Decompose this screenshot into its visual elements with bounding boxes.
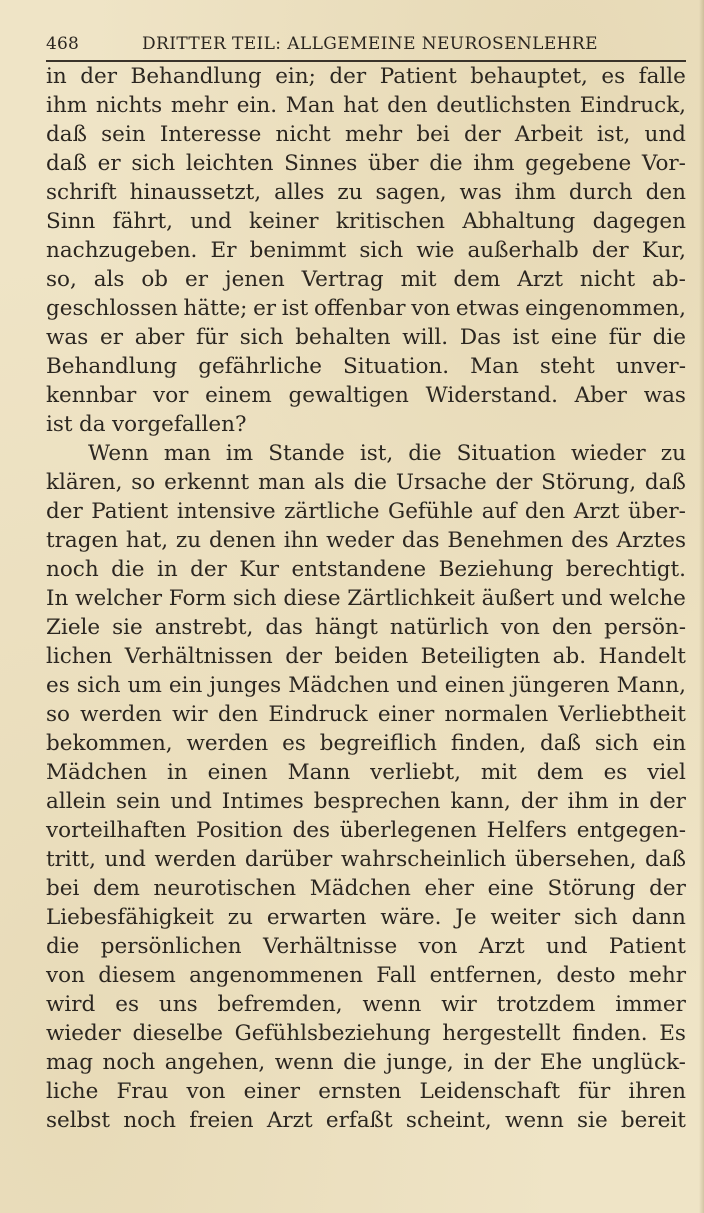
text-line: Liebesfähigkeit zu erwarten wäre. Je weiter sich dann (46, 905, 686, 930)
text-line: Ziele sie anstrebt, das hängt natürlich von den persön- (46, 615, 686, 640)
text-line: kennbar vor einem gewaltigen Widerstand. Aber was (46, 383, 686, 408)
text-line: Sinn fährt, und keiner kritischen Abhaltung dagegen (46, 209, 686, 234)
text-line: klären, so erkennt man als die Ursache der Störung, daß (46, 470, 686, 495)
page-header (46, 34, 686, 56)
text-line: es sich um ein junges Mädchen und einen jüngeren Mann, (46, 673, 686, 698)
text-line: geschlossen hätte; er ist offenbar von etwas eingenommen, (46, 296, 686, 321)
text-line: der Patient intensive zärtliche Gefühle auf den Arzt über- (46, 499, 686, 524)
text-line: so werden wir den Eindruck einer normalen Verliebtheit (46, 702, 686, 727)
text-line: in der Behandlung ein; der Patient behauptet, es falle (46, 64, 686, 89)
text-line: von diesem angenommenen Fall entfernen, desto mehr (46, 963, 686, 988)
text-line: tritt, und werden darüber wahrscheinlich übersehen, daß (46, 847, 686, 872)
text-line: mag noch angehen, wenn die junge, in der Ehe unglück- (46, 1050, 686, 1075)
running-head: DRITTER TEIL: ALLGEMEINE NEUROSENLEHRE (142, 34, 598, 54)
body-text (46, 62, 686, 1135)
text-line: daß er sich leichten Sinnes über die ihm gegebene Vor- (46, 151, 686, 176)
text-line: daß sein Interesse nicht mehr bei der Arbeit ist, und (46, 122, 686, 147)
text-line: die persönlichen Verhältnisse von Arzt und Patient (46, 934, 686, 959)
text-line: so, als ob er jenen Vertrag mit dem Arzt nicht ab- (46, 267, 686, 292)
paragraph (46, 62, 686, 439)
page-number: 468 (46, 34, 80, 54)
text-line: Wenn man im Stande ist, die Situation wieder zu (88, 441, 686, 466)
text-line: tragen hat, zu denen ihn weder das Benehmen des Arztes (46, 528, 686, 553)
text-line: Mädchen in einen Mann verliebt, mit dem es viel (46, 760, 686, 785)
text-line: selbst noch freien Arzt erfaßt scheint, wenn sie bereit (46, 1108, 686, 1133)
text-line: vorteilhaften Position des überlegenen Helfers entgegen- (46, 818, 686, 843)
text-line: bei dem neurotischen Mädchen eher eine Störung der (46, 876, 686, 901)
text-line: was er aber für sich behalten will. Das ist eine für die (46, 325, 686, 350)
page-edge-shadow (699, 0, 704, 1213)
text-line: noch die in der Kur entstandene Beziehung berechtigt. (46, 557, 686, 582)
text-line: Behandlung gefährliche Situation. Man steht unver- (46, 354, 686, 379)
text-line: wird es uns befremden, wenn wir trotzdem immer (46, 992, 686, 1017)
text-line: bekommen, werden es begreiflich finden, daß sich ein (46, 731, 686, 756)
text-line: wieder dieselbe Gefühlsbeziehung hergestellt finden. Es (46, 1021, 686, 1046)
text-line: ist da vorgefallen? (46, 412, 247, 437)
text-line: schrift hinaussetzt, alles zu sagen, was ihm durch den (46, 180, 686, 205)
text-line: ihm nichts mehr ein. Man hat den deutlichsten Eindruck, (46, 93, 686, 118)
text-line: In welcher Form sich diese Zärtlichkeit äußert und welche (46, 586, 686, 611)
text-line: liche Frau von einer ernsten Leidenschaft für ihren (46, 1079, 686, 1104)
paragraph (46, 439, 686, 1135)
text-line: nachzugeben. Er benimmt sich wie außerhalb der Kur, (46, 238, 686, 263)
text-line: lichen Verhältnissen der beiden Beteiligten ab. Handelt (46, 644, 686, 669)
text-line: allein sein und Intimes besprechen kann, der ihm in der (46, 789, 686, 814)
